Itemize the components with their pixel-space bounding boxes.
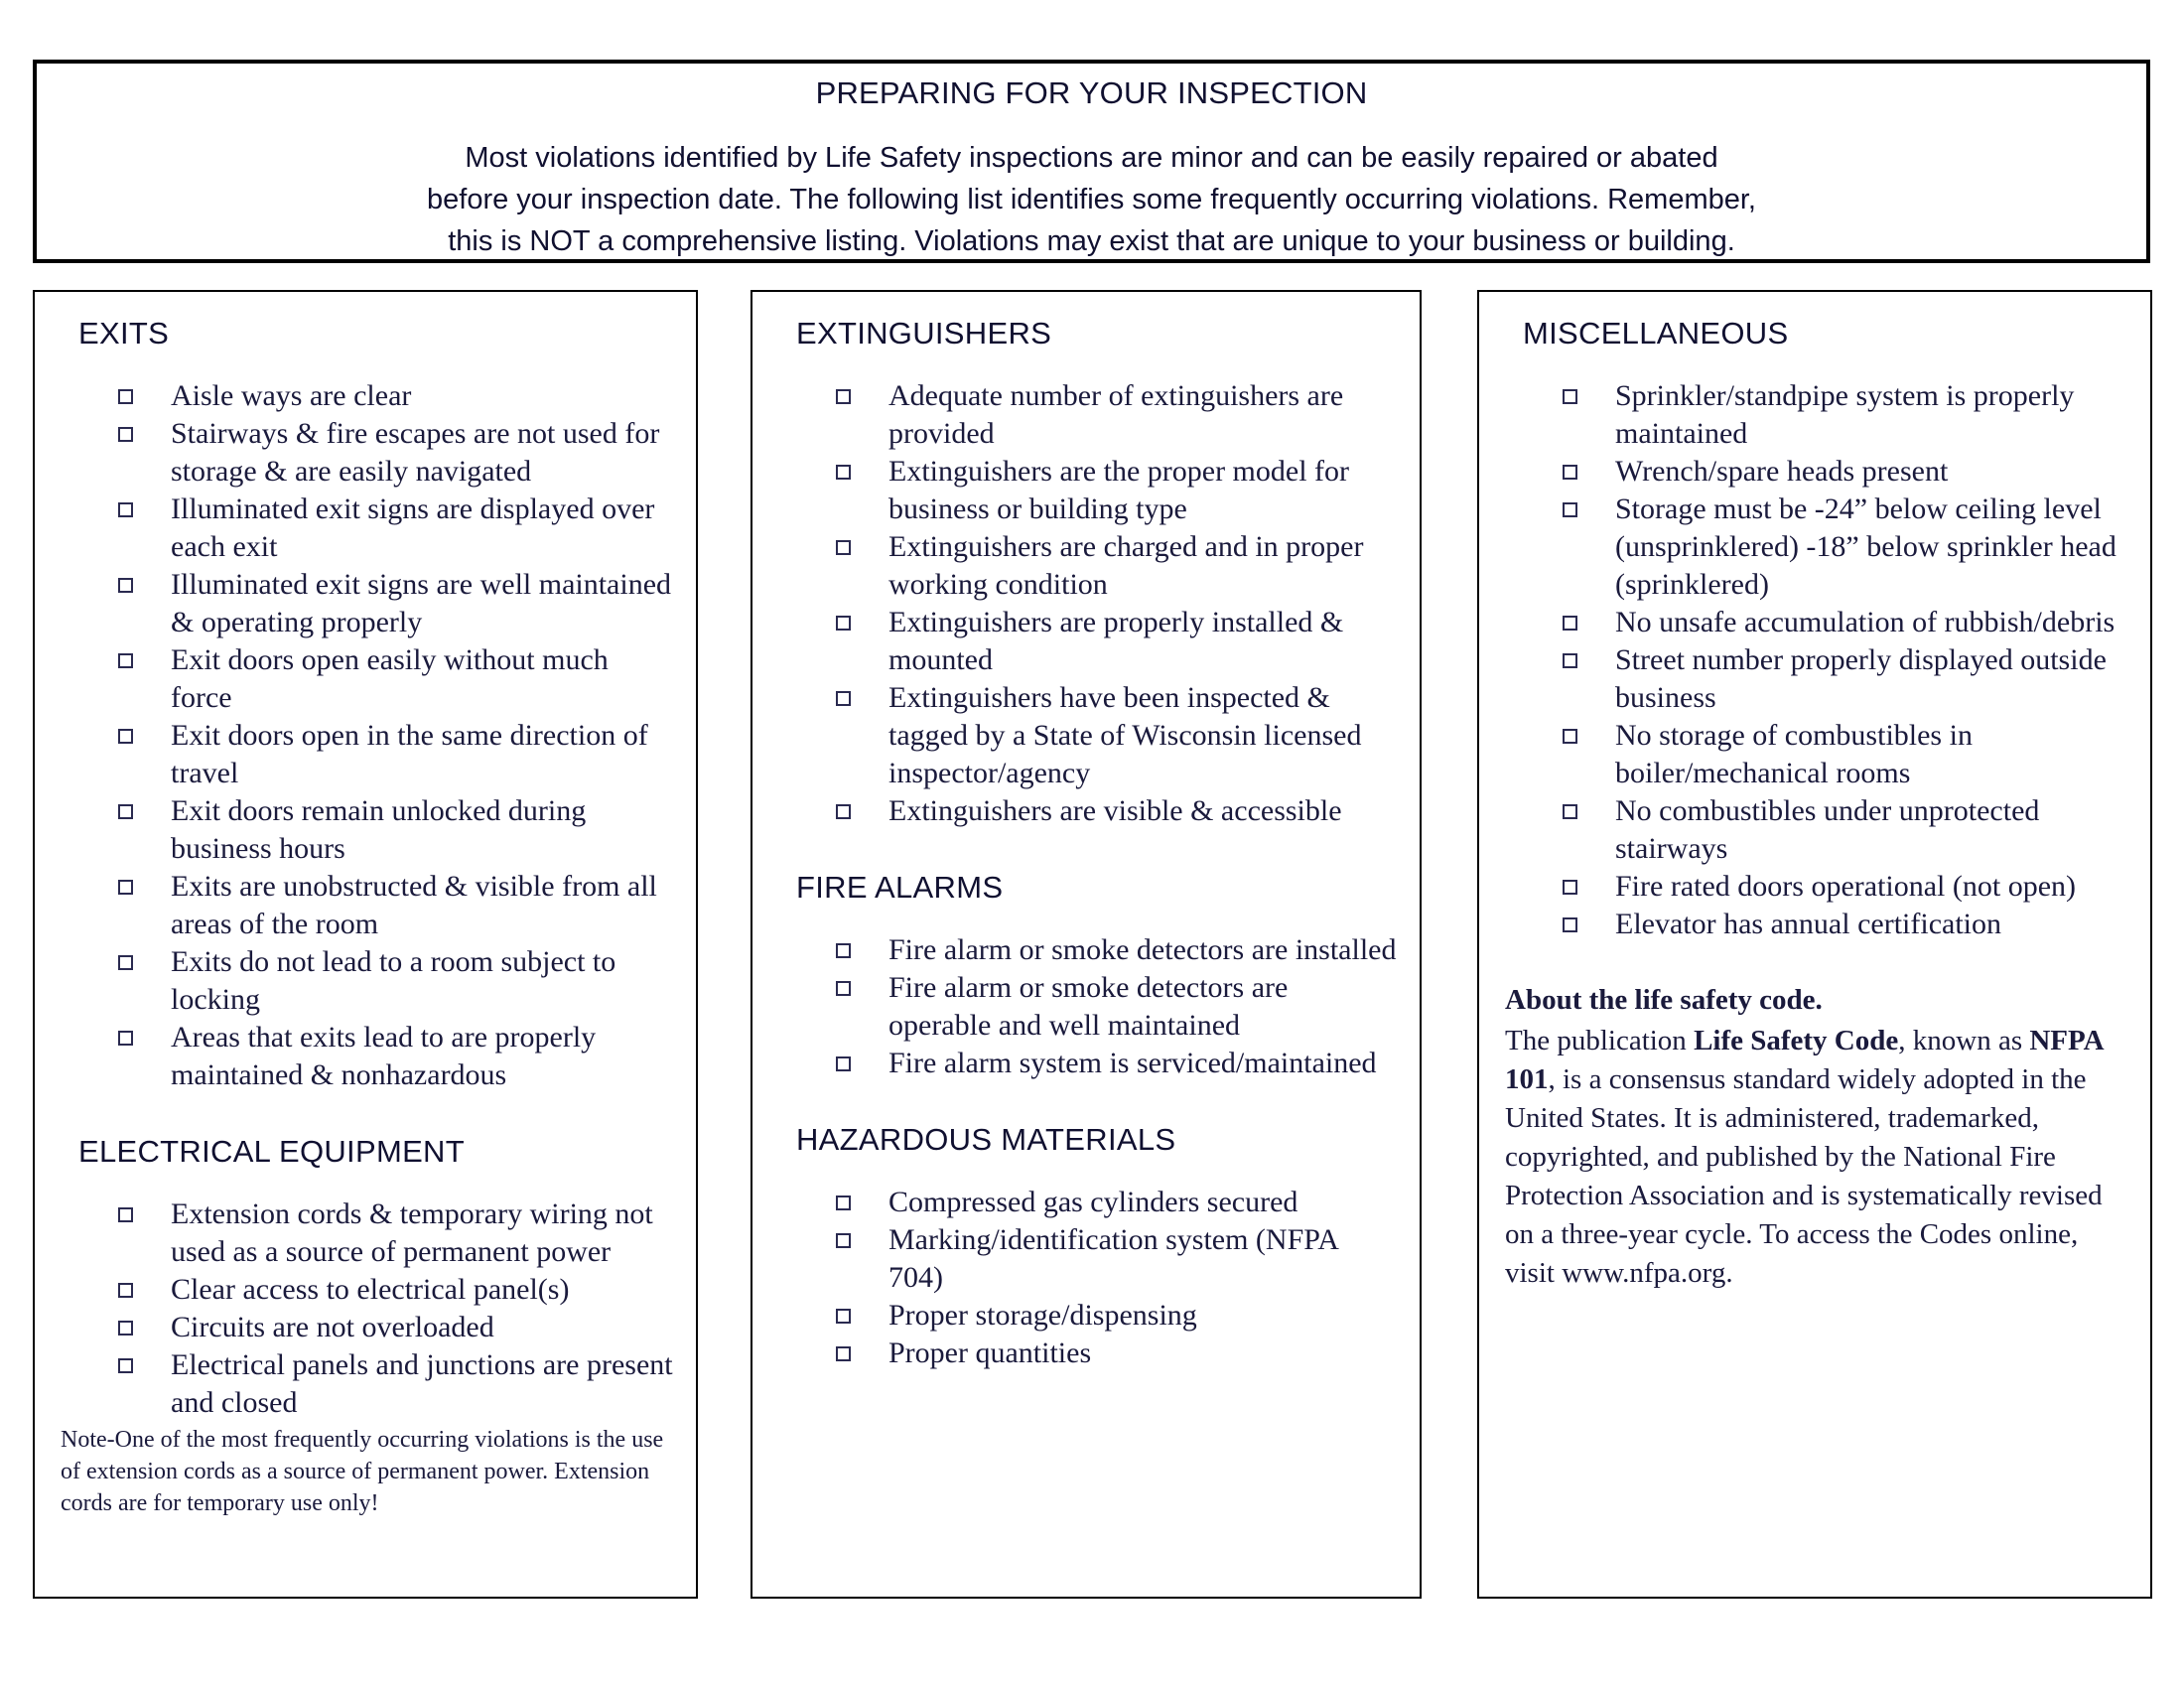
list-item-label: Fire rated doors operational (not open) [1615, 870, 2077, 903]
list-item-label: Sprinkler/standpipe system is properly maintained [1615, 379, 2075, 450]
list-item-label: Extinguishers are the proper model for business or building type [888, 455, 1350, 525]
header-intro-line-2: before your inspection date. The following list identifies some frequently occurring violations. Remember, [427, 184, 1756, 215]
list-item-label: No combustibles under unprotected stairways [1615, 794, 2040, 865]
checklist-miscellaneous [1501, 377, 2128, 943]
header-intro-line-1: Most violations identified by Life Safety inspections are minor and can be easily repaired or abated [465, 142, 1718, 174]
checkbox-icon[interactable] [118, 729, 133, 744]
checkbox-icon[interactable] [118, 1358, 133, 1373]
header-banner [33, 60, 2150, 263]
list-item-label: Marking/identification system (NFPA 704) [888, 1223, 1338, 1294]
checkbox-icon[interactable] [836, 389, 851, 404]
checkbox-icon[interactable] [1563, 616, 1577, 631]
list-item[interactable] [836, 1297, 1398, 1335]
list-item-label: Street number properly displayed outside business [1615, 643, 2107, 714]
section-heading-exits: EXITS [78, 316, 170, 351]
list-item[interactable] [836, 1221, 1398, 1297]
checkbox-icon[interactable] [1563, 389, 1577, 404]
checklist-exits [57, 377, 674, 1094]
list-item-label: Exit doors open in the same direction of travel [171, 719, 648, 789]
list-item[interactable] [118, 943, 674, 1019]
list-item[interactable] [1563, 377, 2128, 453]
checkbox-icon[interactable] [118, 1321, 133, 1336]
checkbox-icon[interactable] [1563, 729, 1577, 744]
list-item-label: Exits are unobstructed & visible from all areas of the room [171, 870, 657, 940]
list-item-label: Fire alarm or smoke detectors are operable and well maintained [888, 971, 1289, 1042]
section-heading-hazardous-materials: HAZARDOUS MATERIALS [796, 1122, 1176, 1157]
checkbox-icon[interactable] [836, 616, 851, 631]
about-bold-life-safety-code: Life Safety Code [1694, 1025, 1899, 1056]
list-item[interactable] [836, 1335, 1398, 1372]
list-item[interactable] [118, 1019, 674, 1094]
list-item[interactable] [118, 566, 674, 641]
page-title: PREPARING FOR YOUR INSPECTION [815, 75, 1368, 110]
checklist-hazardous-materials [774, 1184, 1398, 1372]
list-item-label: Elevator has annual certification [1615, 908, 2001, 940]
list-item-label: Exits do not lead to a room subject to locking [171, 945, 616, 1016]
list-item-label: Proper quantities [888, 1336, 1092, 1369]
column-exits [33, 290, 698, 1599]
checklist-electrical-equipment [57, 1196, 674, 1422]
checkbox-icon[interactable] [118, 427, 133, 442]
list-item[interactable] [836, 931, 1398, 969]
list-item[interactable] [118, 717, 674, 792]
list-item-label: Wrench/spare heads present [1615, 455, 1949, 488]
list-item-label: Extinguishers are properly installed & mounted [888, 606, 1344, 676]
list-item[interactable] [118, 1196, 674, 1271]
about-body [1505, 1025, 2103, 1289]
list-item-label: Fire alarm system is serviced/maintained [888, 1047, 1377, 1079]
list-item[interactable] [836, 604, 1398, 679]
checkbox-icon[interactable] [1563, 880, 1577, 895]
checklist-extinguishers [774, 377, 1398, 830]
list-item[interactable] [836, 453, 1398, 528]
list-item[interactable] [118, 868, 674, 943]
list-item-label: Fire alarm or smoke detectors are installed [888, 933, 1397, 966]
checkbox-icon[interactable] [118, 804, 133, 819]
checkbox-icon[interactable] [836, 465, 851, 480]
checkbox-icon[interactable] [118, 1283, 133, 1298]
list-item[interactable] [118, 792, 674, 868]
list-item[interactable] [1563, 604, 2128, 641]
list-item-label: Circuits are not overloaded [171, 1311, 494, 1343]
column-extinguishers [751, 290, 1422, 1599]
list-item[interactable] [1563, 868, 2128, 906]
list-item-label: Extension cords & temporary wiring not used as a source of permanent power [171, 1197, 653, 1268]
list-item[interactable] [1563, 906, 2128, 943]
list-item-label: Extinguishers have been inspected & tagged by a State of Wisconsin licensed inspector/agency [888, 681, 1362, 789]
list-item[interactable] [118, 491, 674, 566]
list-item-label: Stairways & fire escapes are not used for storage & are easily navigated [171, 417, 660, 488]
list-item-label: Aisle ways are clear [171, 379, 412, 412]
list-item[interactable] [836, 1045, 1398, 1082]
list-item-label: No storage of combustibles in boiler/mechanical rooms [1615, 719, 1973, 789]
about-title: About the life safety code. [1505, 984, 1823, 1016]
list-item[interactable] [1563, 641, 2128, 717]
section-heading-miscellaneous: MISCELLANEOUS [1523, 316, 1789, 351]
list-item[interactable] [1563, 491, 2128, 604]
list-item-label: Exit doors open easily without much force [171, 643, 609, 714]
list-item-label: Electrical panels and junctions are present and closed [171, 1348, 673, 1419]
section-heading-electrical-equipment: ELECTRICAL EQUIPMENT [78, 1134, 465, 1169]
checkbox-icon[interactable] [118, 955, 133, 970]
list-item[interactable] [1563, 717, 2128, 792]
list-item[interactable] [118, 1309, 674, 1346]
list-item[interactable] [118, 415, 674, 491]
list-item[interactable] [118, 1271, 674, 1309]
checkbox-icon[interactable] [118, 389, 133, 404]
checkbox-icon[interactable] [118, 880, 133, 895]
checkbox-icon[interactable] [836, 1309, 851, 1324]
checkbox-icon[interactable] [118, 653, 133, 668]
list-item-label: No unsafe accumulation of rubbish/debris [1615, 606, 2116, 638]
checkbox-icon[interactable] [836, 943, 851, 958]
list-item-label: Extinguishers are charged and in proper working condition [888, 530, 1364, 601]
list-item-label: Areas that exits lead to are properly maintained & nonhazardous [171, 1021, 597, 1091]
list-item[interactable] [836, 679, 1398, 792]
checkbox-icon[interactable] [118, 502, 133, 517]
list-item-label: Adequate number of extinguishers are provided [888, 379, 1344, 450]
list-item[interactable] [836, 1184, 1398, 1221]
header-intro-line-3: this is NOT a comprehensive listing. Violations may exist that are unique to your business or building. [448, 225, 1735, 257]
about-life-safety-code [1505, 981, 2128, 1293]
checkbox-icon[interactable] [836, 981, 851, 996]
checkbox-icon[interactable] [836, 1056, 851, 1071]
list-item-label: Extinguishers are visible & accessible [888, 794, 1342, 827]
list-item[interactable] [836, 792, 1398, 830]
checkbox-icon[interactable] [836, 1233, 851, 1248]
electrical-note: Note-One of the most frequently occurring violations is the use of extension cords as a source of permanent power. Extension cords are for temporary use only! [61, 1427, 664, 1516]
list-item-label: Illuminated exit signs are well maintained & operating properly [171, 568, 672, 638]
list-item[interactable] [118, 1346, 674, 1422]
about-text-part-2: , known as [1898, 1025, 2030, 1056]
about-text-part-1: The publication [1505, 1025, 1695, 1056]
checkbox-icon[interactable] [836, 540, 851, 555]
list-item-label: Illuminated exit signs are displayed over each exit [171, 492, 655, 563]
list-item-label: Clear access to electrical panel(s) [171, 1273, 570, 1306]
checkbox-icon[interactable] [1563, 502, 1577, 517]
checkbox-icon[interactable] [836, 1346, 851, 1361]
list-item-label: Compressed gas cylinders secured [888, 1186, 1298, 1218]
list-item[interactable] [1563, 792, 2128, 868]
checkbox-icon[interactable] [118, 1207, 133, 1222]
about-text-part-3: , is a consensus standard widely adopted in the United States. It is administered, trademarked, copyrighted, and published by the National Fire Protection Association and is systematically revised on a three-year cycle. To access the Codes online, visit www.nfpa.org. [1505, 1063, 2103, 1289]
list-item[interactable] [1563, 453, 2128, 491]
list-item[interactable] [836, 377, 1398, 453]
list-item[interactable] [118, 641, 674, 717]
list-item-label: Proper storage/dispensing [888, 1299, 1197, 1332]
checklist-fire-alarms [774, 931, 1398, 1082]
checkbox-icon[interactable] [118, 578, 133, 593]
list-item[interactable] [836, 528, 1398, 604]
list-item-label: Storage must be -24” below ceiling level (unsprinklered) -18” below sprinkler head (sprinklered) [1615, 492, 2116, 601]
list-item-label: Exit doors remain unlocked during business hours [171, 794, 587, 865]
section-heading-extinguishers: EXTINGUISHERS [796, 316, 1052, 351]
checkbox-icon[interactable] [118, 1031, 133, 1046]
list-item[interactable] [836, 969, 1398, 1045]
list-item[interactable] [118, 377, 674, 415]
checkbox-icon[interactable] [1563, 465, 1577, 480]
checkbox-icon[interactable] [1563, 917, 1577, 932]
about-bold-nfpa-101: NFPA 101 [1505, 1025, 2103, 1095]
checkbox-icon[interactable] [1563, 804, 1577, 819]
column-miscellaneous [1477, 290, 2152, 1599]
checkbox-icon[interactable] [836, 691, 851, 706]
checkbox-icon[interactable] [836, 804, 851, 819]
section-heading-fire-alarms: FIRE ALARMS [796, 870, 1004, 905]
checkbox-icon[interactable] [836, 1196, 851, 1210]
checkbox-icon[interactable] [1563, 653, 1577, 668]
